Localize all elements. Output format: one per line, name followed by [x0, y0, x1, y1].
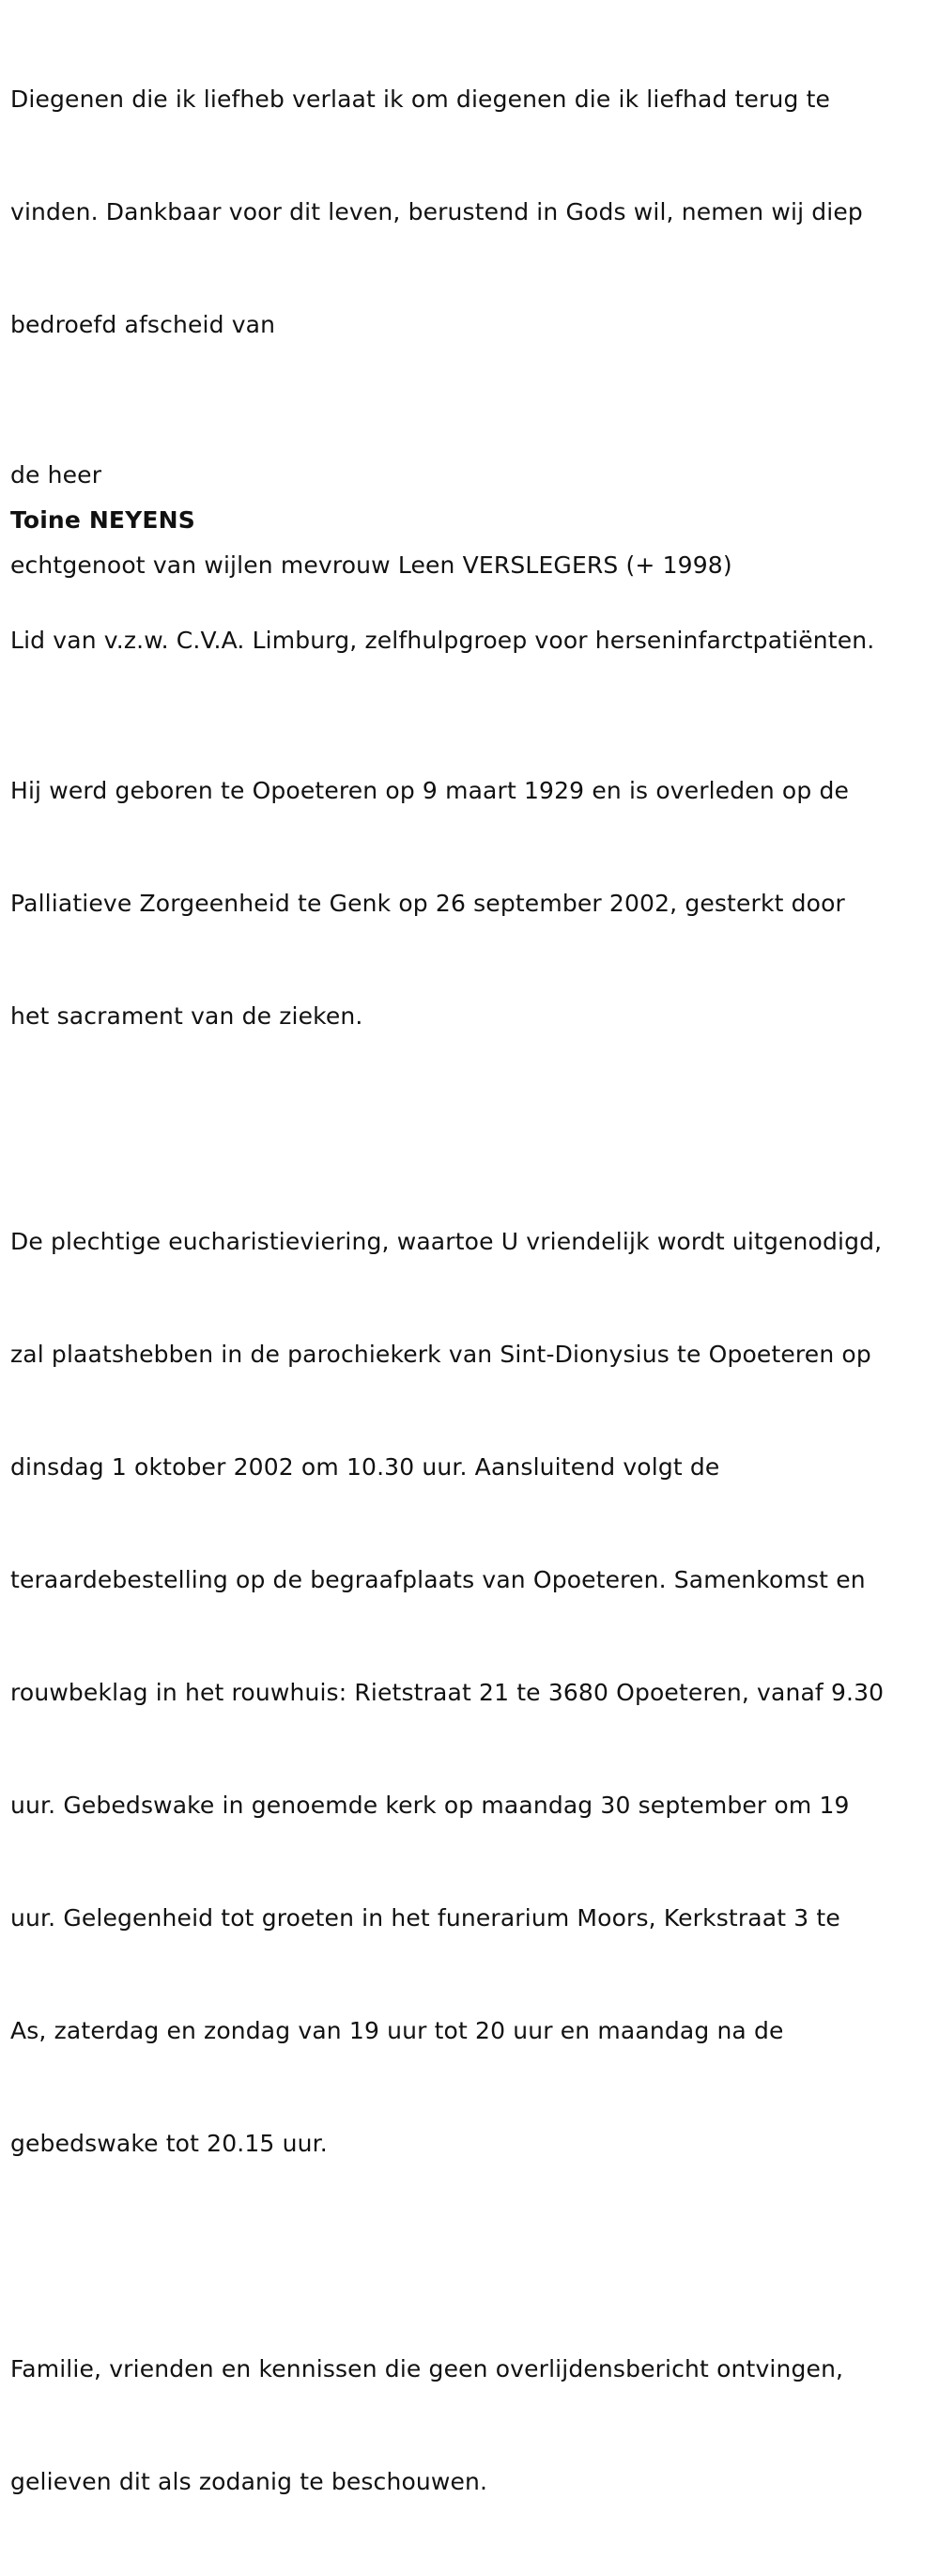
- spacer: [10, 660, 930, 697]
- birth-death-paragraph: [10, 697, 930, 1110]
- ceremony-line: gebedswake tot 20.15 uur.: [10, 2130, 328, 2157]
- spacer: [10, 1110, 930, 1148]
- deceased-name: Toine NEYENS: [10, 506, 195, 534]
- ceremony-line: uur. Gebedswake in genoemde kerk op maandag 30 september om 19: [10, 1792, 850, 1819]
- ceremony-line: dinsdag 1 oktober 2002 om 10.30 uur. Aansluitend volgt de: [10, 1453, 720, 1481]
- ceremony-line: uur. Gelegenheid tot groeten in het funerarium Moors, Kerkstraat 3 te: [10, 1904, 840, 1932]
- ceremony-line: teraardebestelling op de begraafplaats van Opoeteren. Samenkomst en: [10, 1566, 866, 1593]
- ceremony-line: rouwbeklag in het rouwhuis: Rietstraat 21 te 3680 Opoeteren, vanaf 9.30: [10, 1679, 885, 1706]
- closing-line: Familie, vrienden en kennissen die geen overlijdensbericht ontvingen,: [10, 2355, 844, 2382]
- membership-line: Lid van v.z.w. C.V.A. Limburg, zelfhulpgroep voor herseninfarctpatiënten.: [10, 627, 875, 654]
- salutation: de heer: [10, 461, 102, 489]
- intro-paragraph: [10, 6, 930, 419]
- intro-line: Diegenen die ik liefheb verlaat ik om diegenen die ik liefhad terug te: [10, 85, 831, 113]
- ceremony-line: zal plaatshebben in de parochiekerk van Sint-Dionysius te Opoeteren op: [10, 1341, 871, 1368]
- spacer: [10, 419, 930, 457]
- birth-death-line: het sacrament van de zieken.: [10, 1002, 363, 1030]
- ceremony-line: De plechtige eucharistieviering, waartoe U vriendelijk wordt uitgenodigd,: [10, 1228, 883, 1255]
- spacer: [10, 2238, 930, 2275]
- birth-death-line: Palliatieve Zorgeenheid te Genk op 26 september 2002, gesterkt door: [10, 890, 845, 917]
- intro-line: bedroefd afscheid van: [10, 311, 276, 338]
- intro-line: vinden. Dankbaar voor dit leven, berustend in Gods wil, nemen wij diep: [10, 198, 863, 225]
- birth-death-line: Hij werd geboren te Opoeteren op 9 maart 1929 en is overleden op de: [10, 777, 850, 804]
- closing-paragraph: [10, 2275, 930, 2576]
- ceremony-line: As, zaterdag en zondag van 19 uur tot 20 uur en maandag na de: [10, 2017, 784, 2044]
- spouse-line: echtgenoot van wijlen mevrouw Leen VERSLEGERS (+ 1998): [10, 551, 732, 579]
- spacer: [10, 584, 930, 622]
- ceremony-paragraph: [10, 1148, 930, 2238]
- closing-line: gelieven dit als zodanig te beschouwen.: [10, 2468, 488, 2495]
